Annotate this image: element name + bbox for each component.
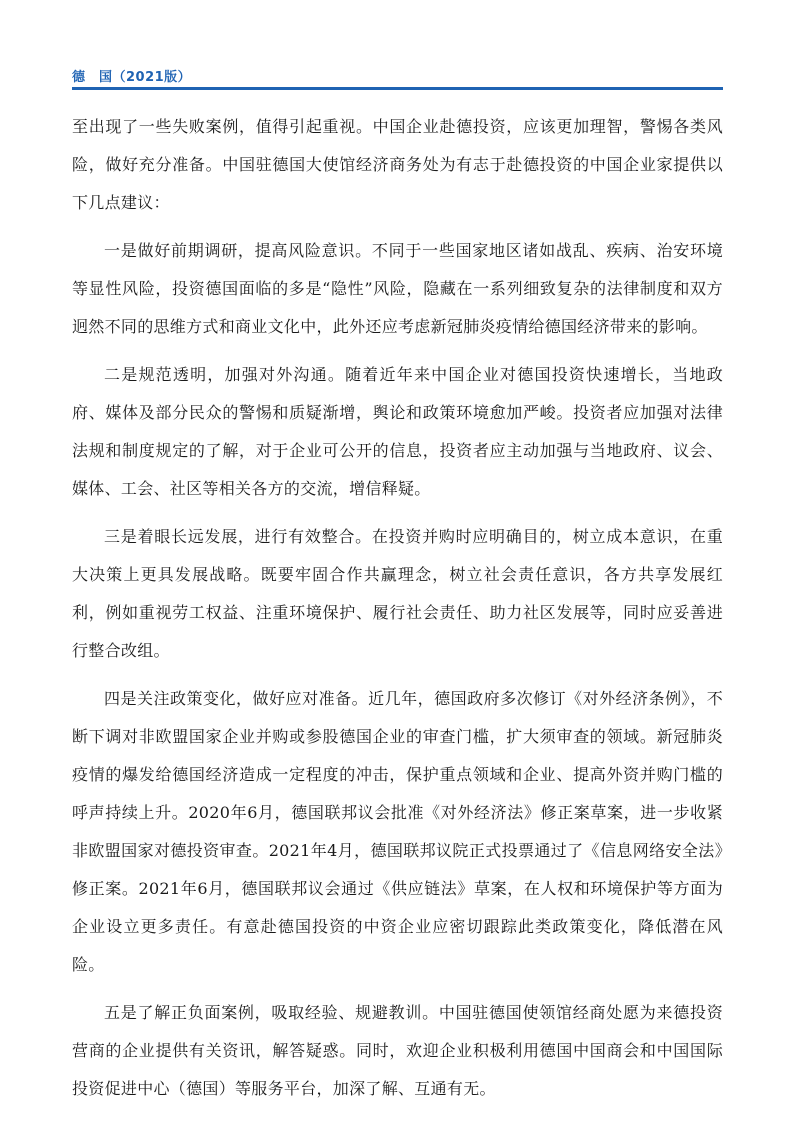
paragraph-point-5: 五是了解正负面案例，吸取经验、规避教训。中国驻德国使领馆经商处愿为来德投资营商的企业提供有关资讯，解答疑惑。同时，欢迎企业积极利用德国中国商会和中国国际投资促进中心（德国）等服务平台，加深了解、互通有无。 [72,1003,723,1098]
paragraph-point-2: 二是规范透明，加强对外沟通。随着近年来中国企业对德国投资快速增长，当地政府、媒体及部分民众的警惕和质疑渐增，舆论和政策环境愈加严峻。投资者应加强对法律法规和制度规定的了解，对于企业可公开的信息，投资者应主动加强与当地政府、议会、媒体、工会、社区等相关各方的交流，增信释疑。 [72,365,723,498]
paragraph-point-4: 四是关注政策变化，做好应对准备。近几年，德国政府多次修订《对外经济条例》，不断下调对非欧盟国家企业并购或参股德国企业的审查门槛，扩大须审查的领域。新冠肺炎疫情的爆发给德国经济造成一定程度的冲击，保护重点领域和企业、提高外资并购门槛的呼声持续上升。2020年6月，德国联邦议会批准《对外经济法》修正案草案，进一步收紧非欧盟国家对德投资审查。2021年4月，德国联邦议院正式投票通过了《信息网络安全法》修正案。2021年6月，德国联邦议会通过《供应链法》草案，在人权和环境保护等方面为企业设立更多责任。有意赴德国投资的中资企业应密切跟踪此类政策变化，降低潜在风险。 [72,689,723,974]
paragraph-point-3: 三是着眼长远发展，进行有效整合。在投资并购时应明确目的，树立成本意识，在重大决策上更具发展战略。既要牢固合作共赢理念，树立社会责任意识，各方共享发展红利，例如重视劳工权益、注重环境保护、履行社会责任、助力社区发展等，同时应妥善进行整合改组。 [72,527,723,660]
header-divider [72,87,723,90]
paragraph-intro: 至出现了一些失败案例，值得引起重视。中国企业赴德投资，应该更加理智，警惕各类风险，做好充分准备。中国驻德国大使馆经济商务处为有志于赴德投资的中国企业家提供以下几点建议： [72,117,723,212]
paragraph-point-1: 一是做好前期调研，提高风险意识。不同于一些国家地区诸如战乱、疾病、治安环境等显性风险，投资德国面临的多是“隐性”风险，隐藏在一系列细致复杂的法律制度和双方迥然不同的思维方式和商业文化中，此外还应考虑新冠肺炎疫情给德国经济带来的影响。 [72,241,723,336]
page-header [72,64,723,86]
running-header-title: 德 国（2021版） [72,70,192,85]
document-body [72,108,723,1108]
